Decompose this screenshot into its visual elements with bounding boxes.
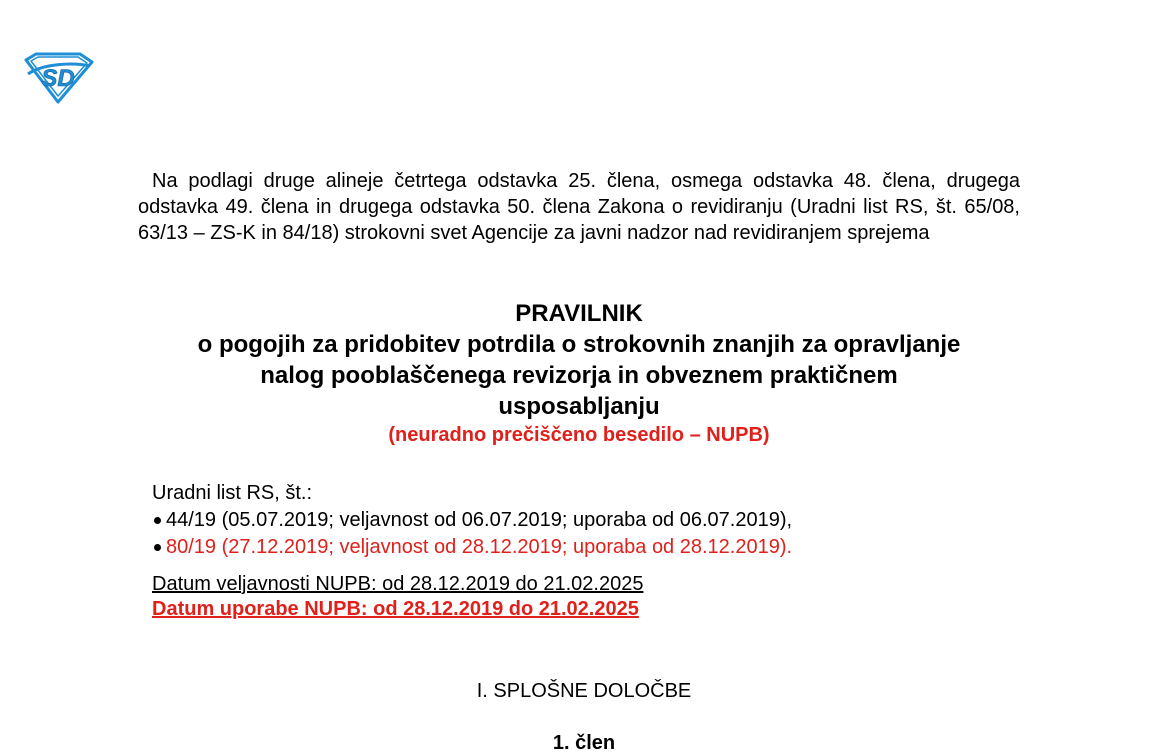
preamble-text: Na podlagi druge alineje četrtega odstavka 25. člena, osmega odstavka 48. člena, drugega odstavka 49. člena in drugega odstavka 50. člena Zakona o revidiranju (Uradni list RS, št. 65/08, 63/13 – ZS-K in 84/18) strokovni svet Agencije za javni nadzor nad revidiranjem sprejema bbox=[138, 170, 1020, 244]
logo-text: SD bbox=[41, 65, 75, 92]
gazette-item-text: 80/19 (27.12.2019; veljavnost od 28.12.2019; uporaba od 28.12.2019). bbox=[166, 536, 793, 558]
usage-date-line: Datum uporabe NUPB: od 28.12.2019 do 21.02.2025 bbox=[152, 598, 639, 620]
sd-logo bbox=[22, 50, 94, 104]
gazette-references bbox=[152, 480, 792, 561]
title-subtitle-line-1: o pogojih za pridobitev potrdila o strokovnih znanjih za opravljanje bbox=[197, 331, 961, 358]
bullet-icon bbox=[154, 544, 161, 551]
validity-date-line: Datum veljavnosti NUPB: od 28.12.2019 do 21.02.2025 bbox=[152, 573, 644, 595]
title-subtitle-line-3: usposabljanju bbox=[498, 393, 660, 420]
bullet-icon bbox=[154, 517, 161, 524]
validity-dates bbox=[152, 572, 643, 622]
article-heading: 1. člen bbox=[552, 732, 616, 754]
sd-shield-logo-icon bbox=[22, 50, 94, 104]
title-main: PRAVILNIK bbox=[515, 300, 643, 327]
gazette-item-text: 44/19 (05.07.2019; veljavnost od 06.07.2019; uporaba od 06.07.2019), bbox=[166, 509, 793, 531]
document-title bbox=[138, 298, 1020, 448]
section-heading: I. SPLOŠNE DOLOČBE bbox=[476, 680, 692, 702]
gazette-label: Uradni list RS, št.: bbox=[152, 482, 313, 504]
gazette-item bbox=[152, 534, 792, 561]
gazette-item bbox=[152, 507, 792, 534]
title-note: (neuradno prečiščeno besedilo – NUPB) bbox=[388, 424, 770, 446]
title-subtitle-line-2: nalog pooblaščenega revizorja in obveznem praktičnem bbox=[260, 362, 898, 389]
